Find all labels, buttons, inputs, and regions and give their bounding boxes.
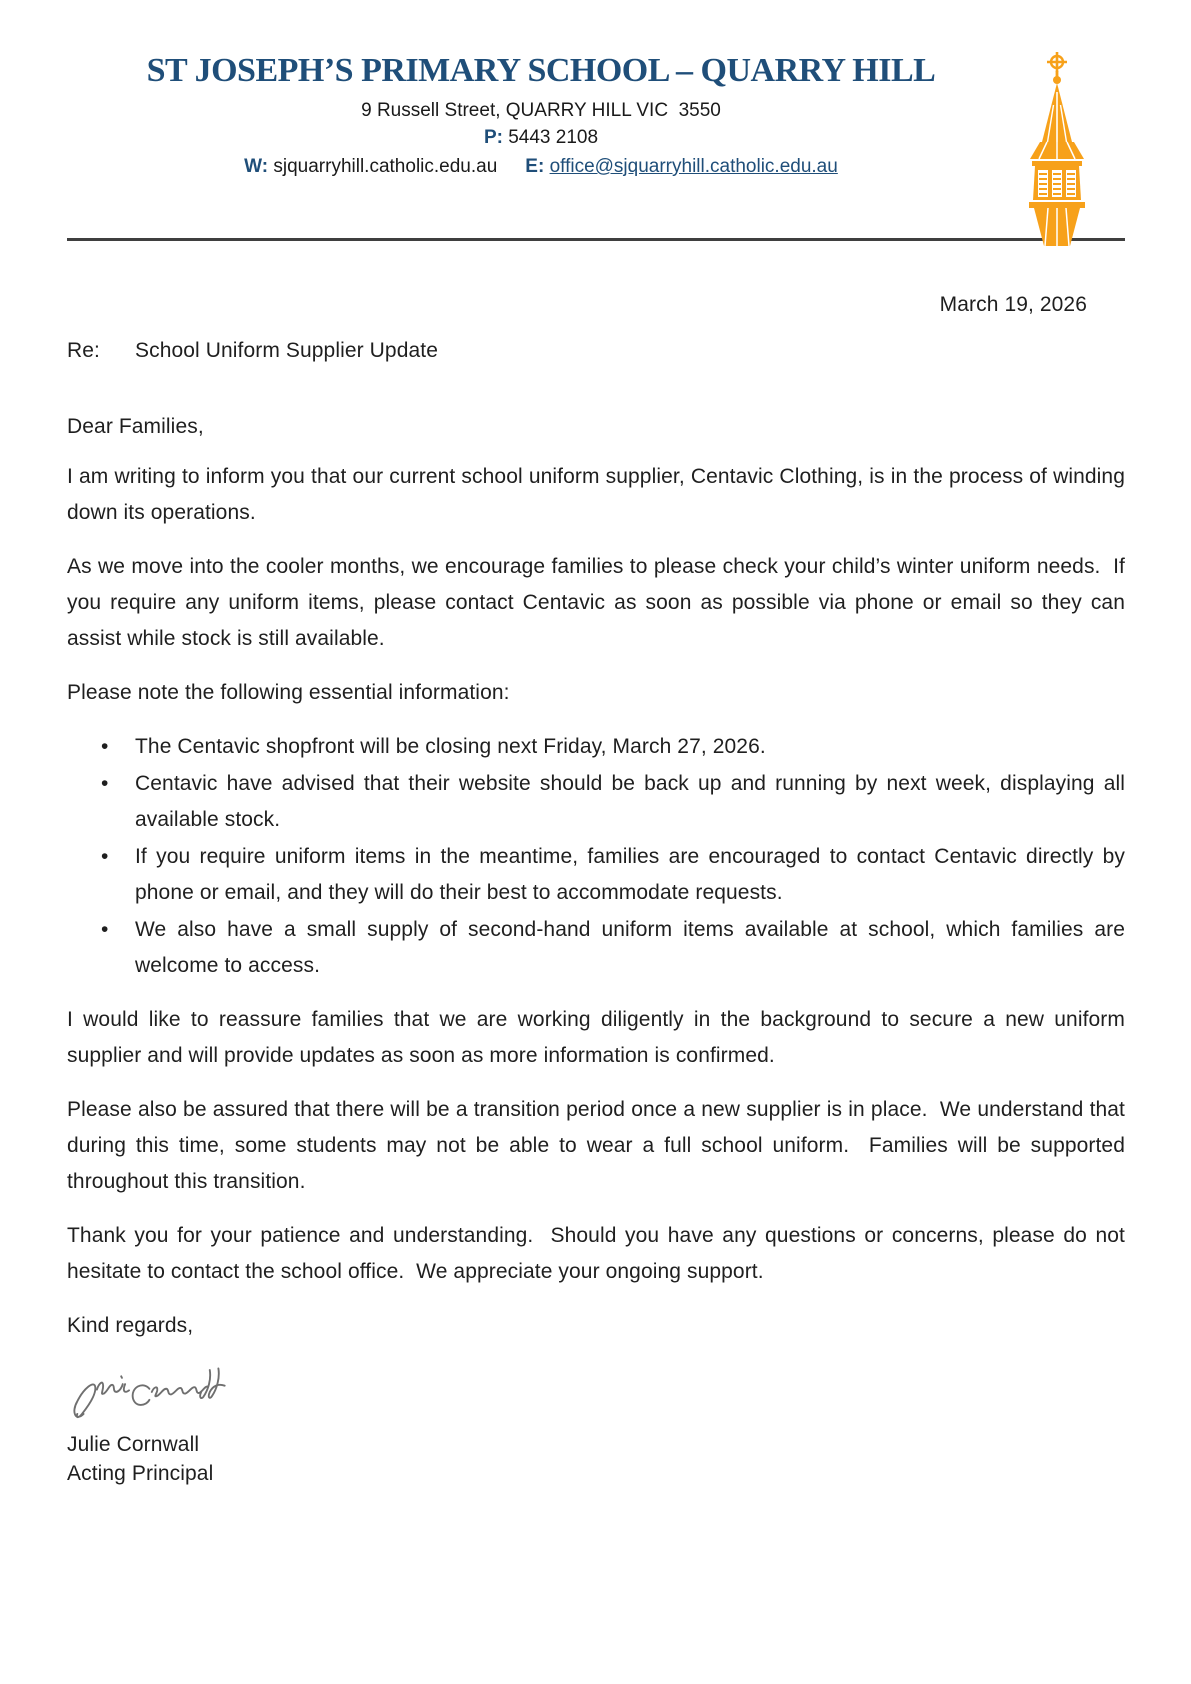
phone-number: 5443 2108	[508, 127, 599, 148]
paragraph-5: Please also be assured that there will be a transition period once a new supplier is in place. We understand that during this time, some students may not be able to wear a full school uniform. Families will be supported throughout this transition.	[67, 1098, 1131, 1193]
paragraph-4: I would like to reassure families that we are working diligently in the background to secure a new uniform supplier and will provide updates as soon as more information is confirmed.	[67, 1008, 1131, 1067]
letterhead	[67, 0, 1125, 179]
web-email-line	[67, 155, 1015, 179]
school-name: ST JOSEPH’S PRIMARY SCHOOL – QUARRY HILL	[146, 52, 936, 89]
email-label: E:	[525, 156, 545, 177]
bullet-item-3: • If you require uniform items in the meantime, families are encouraged to contact Centavic directly by phone or email, and they will do their best to accommodate requests.	[135, 839, 1125, 911]
paragraph-2: As we move into the cooler months, we encourage families to please check your child’s winter uniform needs. If you require any uniform items, please contact Centavic as soon as possible via phone or email so they can assist while stock is still available.	[67, 555, 1131, 650]
signature-role: Acting Principal	[67, 1462, 214, 1485]
email-link[interactable]: office@sjquarryhill.catholic.edu.au	[549, 156, 838, 177]
salutation: Dear Families,	[67, 415, 204, 438]
sign-off: Kind regards,	[67, 1314, 194, 1337]
letterhead-text	[67, 50, 1015, 179]
bullet-item-2: • Centavic have advised that their website should be back up and running by next week, displaying all available stock.	[135, 766, 1125, 838]
email-segment	[525, 156, 838, 177]
paragraph-1: I am writing to inform you that our current school uniform supplier, Centavic Clothing, is in the process of winding down its operations.	[67, 465, 1131, 524]
subject-text: School Uniform Supplier Update	[135, 339, 438, 362]
signature-image	[71, 1352, 267, 1428]
bullet-item-1: • The Centavic shopfront will be closing next Friday, March 27, 2026.	[135, 729, 1125, 765]
website-segment	[244, 156, 497, 177]
bullet-item-4: • We also have a small supply of second-hand uniform items available at school, which families are welcome to access.	[135, 912, 1125, 984]
letter-body	[67, 287, 1131, 1488]
signature-name: Julie Cornwall	[67, 1433, 200, 1456]
header-divider	[67, 238, 1125, 241]
paragraph-3: Please note the following essential information:	[67, 681, 510, 704]
paragraph-6: Thank you for your patience and understanding. Should you have any questions or concerns, please do not hesitate to contact the school office. We appreciate your ongoing support.	[67, 1224, 1131, 1283]
website-label: W:	[244, 156, 269, 177]
subject-line	[67, 333, 1125, 369]
bullet-list	[67, 729, 1131, 984]
school-phone-line	[67, 126, 1015, 150]
re-label: Re:	[67, 339, 100, 362]
website-text: sjquarryhill.catholic.edu.au	[273, 156, 498, 177]
phone-label: P:	[483, 127, 503, 148]
church-steeple-icon	[1011, 50, 1103, 246]
school-address: 9 Russell Street, QUARRY HILL VIC 3550	[361, 100, 721, 121]
letter-date: March 19, 2026	[939, 293, 1087, 316]
